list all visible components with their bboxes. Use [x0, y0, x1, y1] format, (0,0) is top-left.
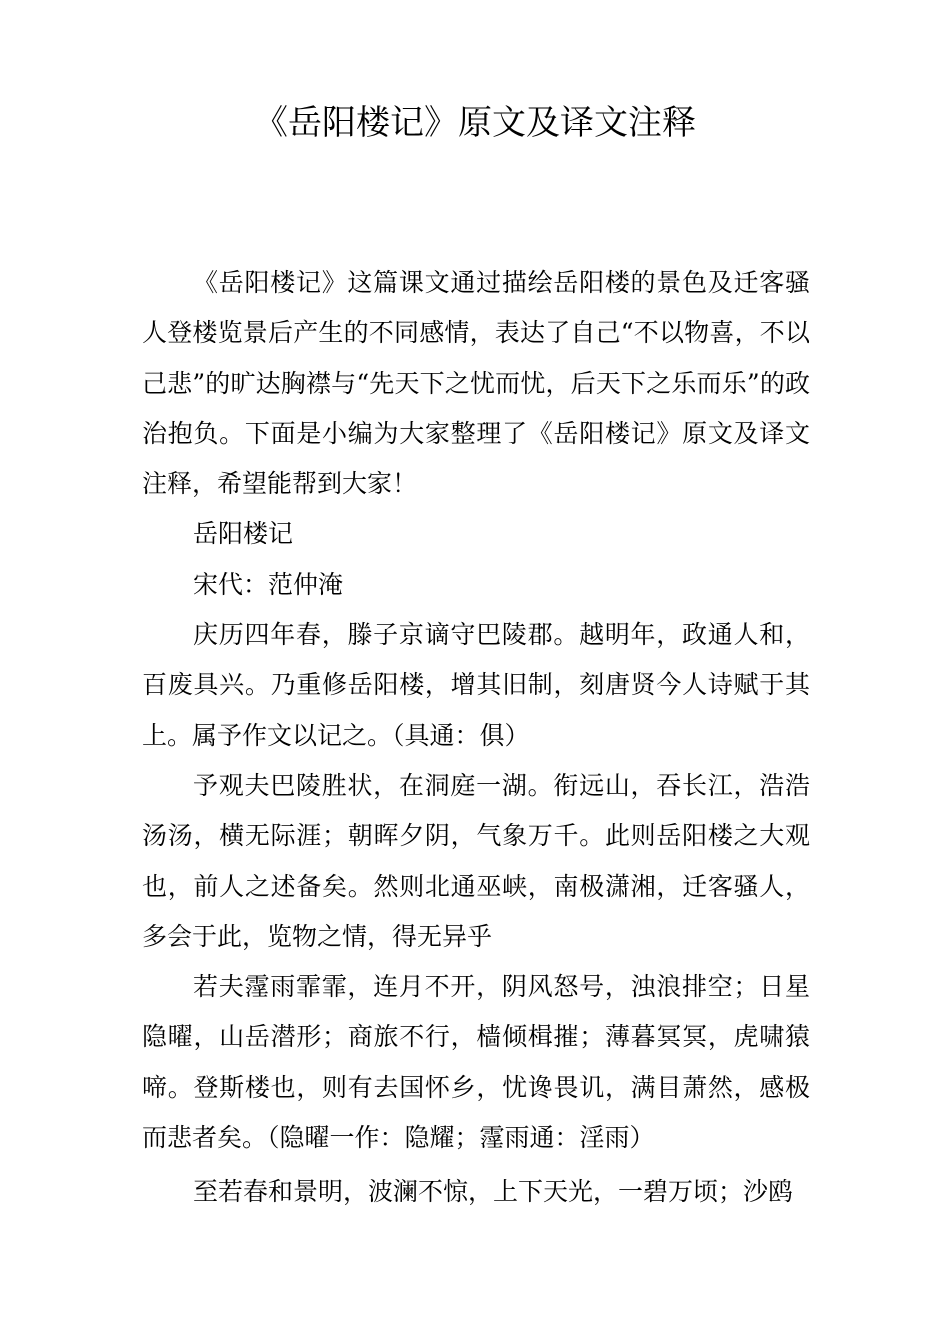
text-paragraph-1: 庆历四年春，滕子京谪守巴陵郡。越明年，政通人和，百废具兴。乃重修岳阳楼，增其旧制，刻唐贤今人诗赋于其上。属予作文以记之。（具通：俱）: [142, 620, 810, 750]
document-body: [142, 258, 810, 1218]
text-paragraph-2: 予观夫巴陵胜状，在洞庭一湖。衔远山，吞长江，浩浩汤汤，横无际涯；朝晖夕阴，气象万千。此则岳阳楼之大观也，前人之述备矣。然则北通巫峡，南极潇湘，迁客骚人，多会于此，览物之情，得无异乎: [142, 770, 810, 951]
document-title: 《岳阳楼记》原文及译文注释: [254, 103, 696, 143]
poem-author: 宋代：范仲淹: [193, 569, 344, 599]
poem-title: 岳阳楼记: [193, 519, 294, 549]
text-paragraph-3: 若夫霪雨霏霏，连月不开，阴风怒号，浊浪排空；日星隐曜，山岳潜形；商旅不行，樯倾楫摧；薄暮冥冥，虎啸猿啼。登斯楼也，则有去国怀乡，忧谗畏讥，满目萧然，感极而悲者矣。（隐曜一作：隐耀；霪雨通：淫雨）: [142, 972, 810, 1153]
intro-paragraph: 《岳阳楼记》这篇课文通过描绘岳阳楼的景色及迁客骚人登楼览景后产生的不同感情，表达了自己“不以物喜，不以己悲”的旷达胸襟与“先天下之忧而忧，后天下之乐而乐”的政治抱负。下面是小编为大家整理了《岳阳楼记》原文及译文注释，希望能帮到大家！: [142, 268, 810, 499]
text-paragraph-4: 至若春和景明，波澜不惊，上下天光，一碧万顷；沙鸥: [193, 1177, 794, 1207]
